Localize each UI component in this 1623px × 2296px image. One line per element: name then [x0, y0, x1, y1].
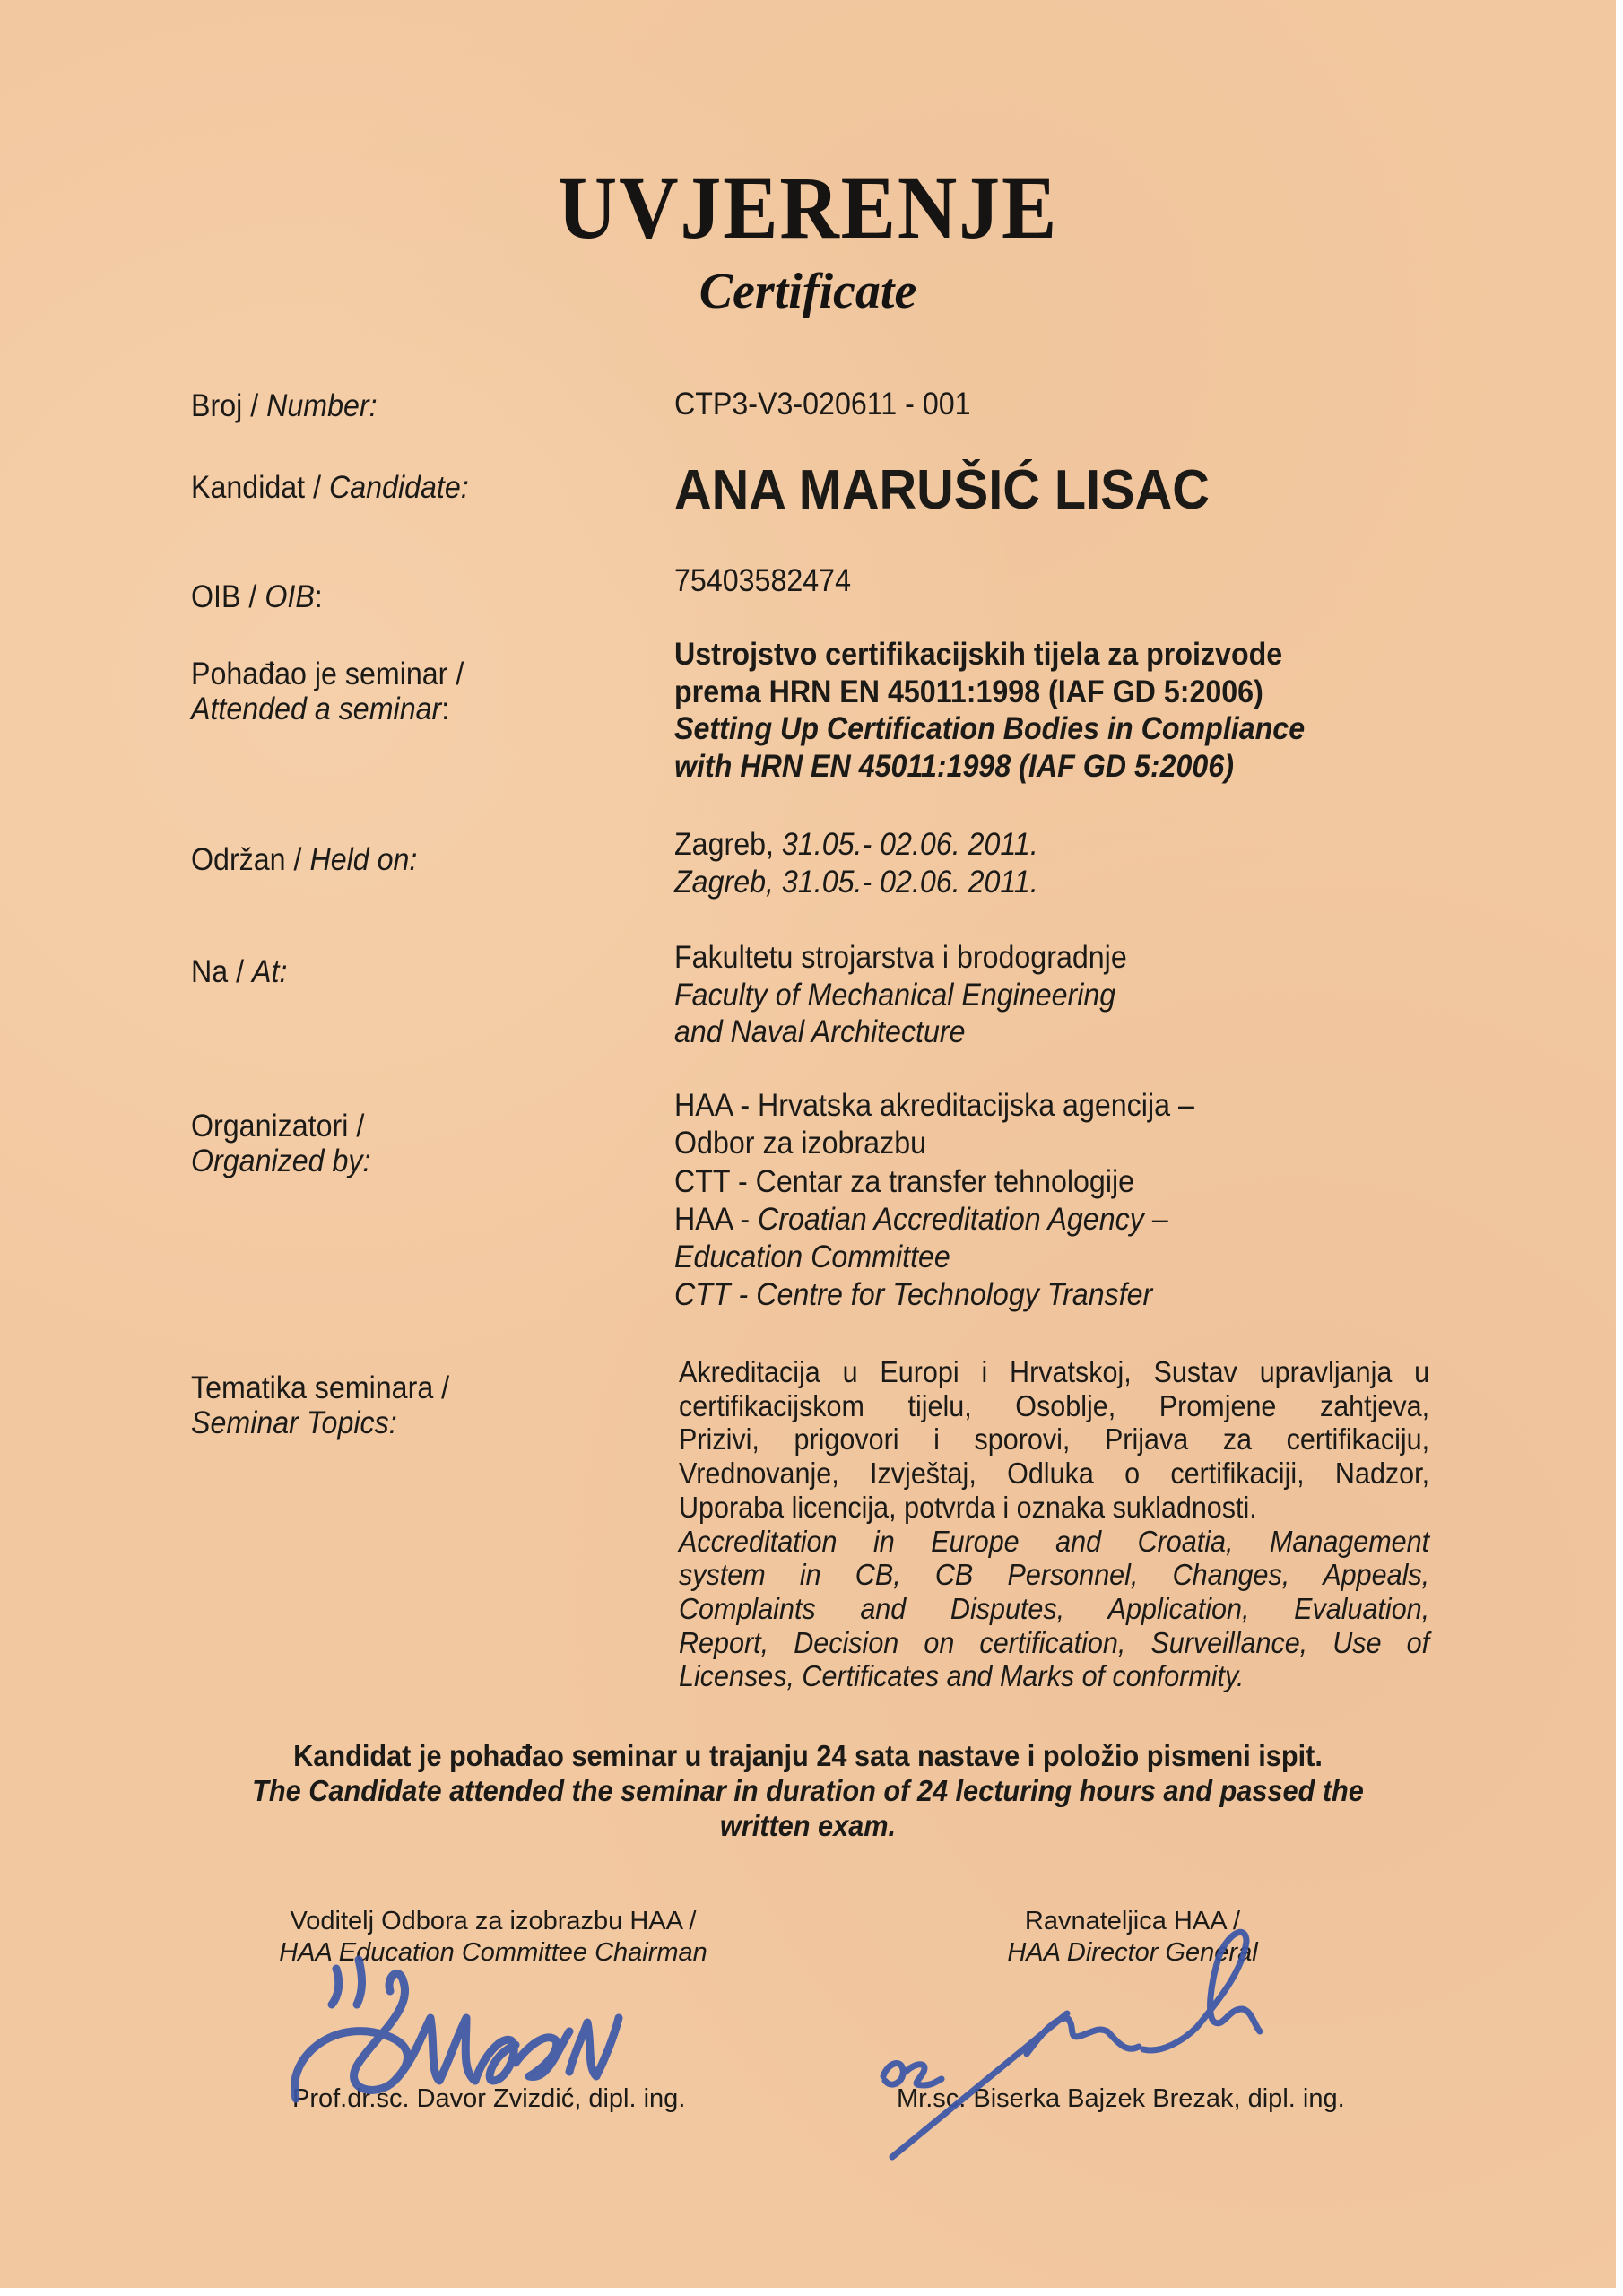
topics-text: Akreditacija u Europi i Hrvatskoj, Sustav upravljanja u certifikacijskom tijelu, Osoblje, Promjene zahtjeva, Prizivi, prigovori i sporovi, Prijava za certifikaciju, Vrednovanje, Izvještaj, Odluka o certifikaciji, Nadzor, Uporaba licencija, potvrda i oznaka sukladnosti. Accreditation in Europe and Croatia, Management system in CB, CB Personnel, Changes, Appeals, Complaints and Disputes, Application, Evaluation, Report, Decision on certification, Surveillance, Use of Licenses, Certificates and Marks of conformity.	[679, 1355, 1430, 1693]
at-value: Fakultetu strojarstva i brodogradnje Faculty of Mechanical Engineering and Naval Architecture	[674, 940, 1127, 1049]
right-signatory-name: Mr.sc. Biserka Bajzek Brezak, dipl. ing.	[897, 2084, 1345, 2113]
at-label: Na / At:	[191, 954, 288, 989]
held-on-value: Zagreb, 31.05.- 02.06. 2011. Zagreb, 31.05.- 02.06. 2011.	[674, 827, 1038, 900]
right-signatory-title: Ravnateljica HAA / HAA Director General	[1007, 1907, 1258, 1967]
certificate-subtitle: Certificate	[699, 264, 917, 319]
left-signatory-title: Voditelj Odbora za izobrazbu HAA / HAA Education Committee Chairman	[279, 1907, 707, 1967]
left-signatory-name: Prof.dr.sc. Davor Zvizdić, dipl. ing.	[292, 2084, 686, 2113]
candidate-label: Kandidat / Candidate:	[191, 470, 469, 505]
topics-label: Tematika seminara / Seminar Topics:	[191, 1370, 450, 1440]
candidate-name: ANA MARUŠIĆ LISAC	[674, 459, 1210, 521]
held-on-label: Održan / Held on:	[191, 842, 418, 877]
certificate-title: UVJERENJE	[557, 158, 1059, 257]
oib-label: OIB / OIB:	[191, 579, 323, 614]
organizers-value: HAA - Hrvatska akreditacijska agencija – Odbor za izobrazbu CTT - Centar za transfer tehnologije HAA - Croatian Accreditation Agency – Education Committee CTT - Centre for Technology Transfer	[674, 1088, 1194, 1313]
left-signature-icon	[287, 1955, 664, 2117]
right-signature-icon	[874, 1919, 1323, 2161]
seminar-label: Pohađao je seminar / Attended a seminar:	[191, 657, 464, 726]
completion-statement: Kandidat je pohađao seminar u trajanju 24 sata nastave i položio pismeni ispit. The Candidate attended the seminar in duration of 24 lecturing hours and passed the written exam.	[252, 1739, 1364, 1842]
seminar-title: Ustrojstvo certifikacijskih tijela za proizvode prema HRN EN 45011:1998 (IAF GD 5:2006) Setting Up Certification Bodies in Compliance with HRN EN 45011:1998 (IAF GD 5:2006)	[674, 637, 1306, 784]
number-label: Broj / Number:	[191, 388, 378, 423]
number-value: CTP3-V3-020611 - 001	[674, 387, 971, 422]
oib-value: 75403582474	[674, 563, 851, 598]
organizers-label: Organizatori / Organized by:	[191, 1109, 371, 1178]
